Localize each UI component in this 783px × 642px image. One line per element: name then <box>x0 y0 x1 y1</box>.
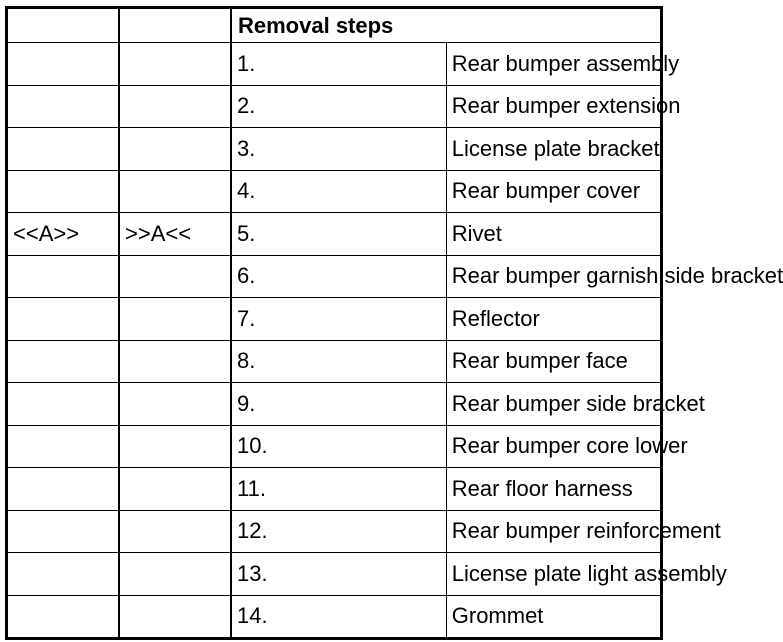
reference-a-cell <box>7 595 120 639</box>
reference-a-cell <box>7 425 120 468</box>
step-name-cell: Rear bumper garnish side bracket <box>446 255 661 298</box>
step-number-cell: 11. <box>231 468 446 511</box>
step-name-cell: Rear bumper core lower <box>446 425 661 468</box>
header-row <box>7 8 662 43</box>
step-number-cell: 5. <box>231 213 446 256</box>
table-row <box>7 213 662 256</box>
step-name-cell: Rear bumper side bracket <box>446 383 661 426</box>
step-number-cell: 10. <box>231 425 446 468</box>
table-row <box>7 128 662 171</box>
table-row <box>7 43 662 86</box>
table-row <box>7 553 662 596</box>
reference-b-cell <box>119 43 231 86</box>
reference-b-cell <box>119 298 231 341</box>
reference-a-cell <box>7 383 120 426</box>
step-number-cell: 2. <box>231 85 446 128</box>
step-name-cell: Rear bumper reinforcement <box>446 510 661 553</box>
reference-b-cell <box>119 340 231 383</box>
reference-b-cell <box>119 595 231 639</box>
step-name-cell: Grommet <box>446 595 661 639</box>
table-row <box>7 298 662 341</box>
reference-a-cell <box>7 510 120 553</box>
reference-b-cell <box>119 85 231 128</box>
step-name-cell: Rear bumper assembly <box>446 43 661 86</box>
step-name-cell: License plate bracket <box>446 128 661 171</box>
table-row <box>7 425 662 468</box>
reference-a-cell <box>7 170 120 213</box>
table-row <box>7 340 662 383</box>
reference-a-cell <box>7 85 120 128</box>
reference-a-cell: <<A>> <box>7 213 120 256</box>
table-row <box>7 255 662 298</box>
table-body <box>7 8 783 639</box>
step-name-cell: License plate light assembly <box>446 553 661 596</box>
reference-b-cell <box>119 468 231 511</box>
removal-steps-table <box>5 6 783 640</box>
table-row <box>7 170 662 213</box>
reference-a-cell <box>7 298 120 341</box>
step-number-cell: 13. <box>231 553 446 596</box>
removal-steps-header: Removal steps <box>231 8 662 43</box>
table-row <box>7 468 662 511</box>
table-row <box>7 383 662 426</box>
table-row <box>7 510 662 553</box>
step-number-cell: 12. <box>231 510 446 553</box>
reference-b-cell <box>119 128 231 171</box>
table-row <box>7 595 662 639</box>
step-number-cell: 3. <box>231 128 446 171</box>
step-name-cell: Rear floor harness <box>446 468 661 511</box>
step-name-cell: Rivet <box>446 213 661 256</box>
reference-b-cell <box>119 425 231 468</box>
header-cell-a <box>7 8 120 43</box>
reference-b-cell <box>119 255 231 298</box>
table-row <box>7 85 662 128</box>
step-name-cell: Rear bumper face <box>446 340 661 383</box>
step-name-cell: Rear bumper extension <box>446 85 661 128</box>
reference-a-cell <box>7 43 120 86</box>
step-name-cell: Rear bumper cover <box>446 170 661 213</box>
step-number-cell: 7. <box>231 298 446 341</box>
step-number-cell: 1. <box>231 43 446 86</box>
reference-a-cell <box>7 255 120 298</box>
reference-b-cell <box>119 383 231 426</box>
step-name-cell: Reflector <box>446 298 661 341</box>
reference-b-cell <box>119 170 231 213</box>
reference-a-cell <box>7 128 120 171</box>
reference-a-cell <box>7 553 120 596</box>
reference-b-cell: >>A<< <box>119 213 231 256</box>
step-number-cell: 8. <box>231 340 446 383</box>
header-cell-b <box>119 8 231 43</box>
reference-a-cell <box>7 468 120 511</box>
step-number-cell: 4. <box>231 170 446 213</box>
reference-b-cell <box>119 553 231 596</box>
step-number-cell: 9. <box>231 383 446 426</box>
step-number-cell: 6. <box>231 255 446 298</box>
reference-a-cell <box>7 340 120 383</box>
reference-b-cell <box>119 510 231 553</box>
step-number-cell: 14. <box>231 595 446 639</box>
